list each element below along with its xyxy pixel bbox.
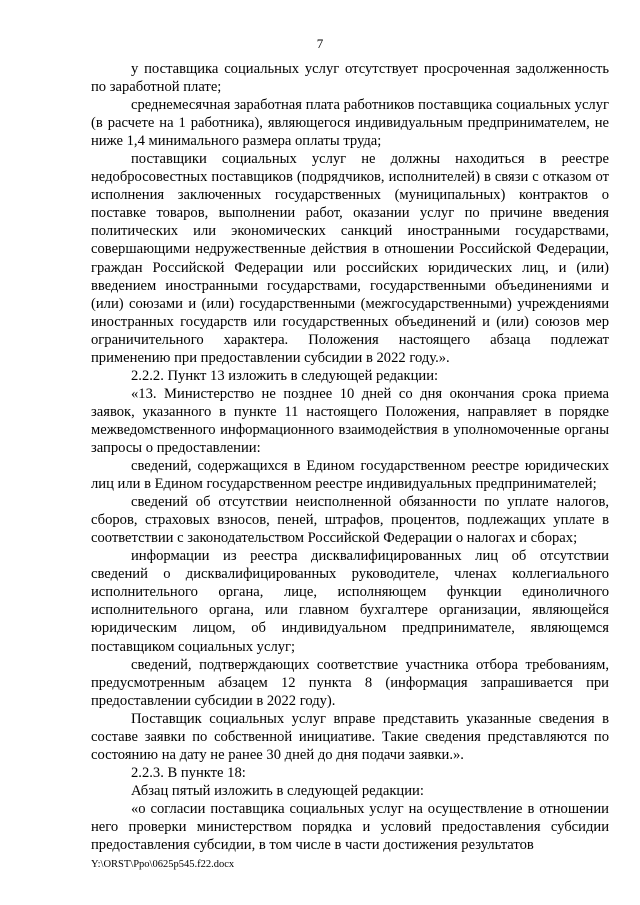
paragraph-point-13: «13. Министерство не позднее 10 дней со дня окончания срока приема заявок, указанного в пункте 11 настоящего Положения, направляет в порядке межведомственного информационного взаимодействия в уполномоченные органы запросы о предоставлении: <box>91 385 609 456</box>
page-number: 7 <box>316 36 324 51</box>
paragraph-arrears: у поставщика социальных услуг отсутствует просроченная задолженность по заработной плате; <box>91 61 609 96</box>
paragraph-average-salary: среднемесячная заработная плата работников поставщика социальных услуг (в расчете на 1 работника), являющегося индивидуальным предпринимателем, не ниже 1,4 минимального размера оплаты труда; <box>91 97 609 150</box>
file-path-footer: Y:\ORST\Ppo\0625p545.f22.docx <box>91 859 235 870</box>
paragraph-item-2-2-2: 2.2.2. Пункт 13 изложить в следующей редакции: <box>131 367 439 384</box>
paragraph-unfair-suppliers: поставщики социальных услуг не должны находиться в реестре недобросовестных поставщиков (подрядчиков, исполнителей) в связи с отказом от исполнения заключенных государственных (муниципальных) контрактов о поставке товаров, выполнении работ, оказании услуг по причине введения политических или экономических санкций иностранными государствами, совершающими недружественные действия в отношении Российской Федерации, граждан Российской Федерации или российских юридических лиц, и (или) введением иностранными государствами, государственными объединениями и (или) союзами и (или) государственными (межгосударственными) учреждениями иностранных государств или государственных объединений и (или) союзов мер ограничительного характера. Положения настоящего абзаца подлежат применению при предоставлении субсидии в 2022 году.». <box>91 151 609 366</box>
paragraph-item-2-2-3: 2.2.3. В пункте 18: <box>131 764 246 781</box>
paragraph-disqualified-persons: информации из реестра дисквалифицированных лиц об отсутствии сведений о дисквалифицированных руководителе, членах коллегиального исполнительного органа, лице, исполняющем функции единоличного исполнительного органа, или главном бухгалтере организации, являющейся юридическим лицом, об индивидуальном предпринимателе, являющемся поставщиком социальных услуг; <box>91 548 609 655</box>
paragraph-tax-debt-info: сведений об отсутствии неисполненной обязанности по уплате налогов, сборов, страховых взносов, пеней, штрафов, процентов, подлежащих уплате в соответствии с законодательством Российской Федерации о налогах и сборах; <box>91 494 609 547</box>
paragraph-fifth-abzac: Абзац пятый изложить в следующей редакции: <box>131 782 424 799</box>
paragraph-egrul-info: сведений, содержащихся в Едином государственном реестре юридических лиц или в Едином государственном реестре индивидуальных предпринимателей; <box>91 458 609 493</box>
document-body <box>91 60 609 854</box>
paragraph-requirements-compliance: сведений, подтверждающих соответствие участника отбора требованиям, предусмотренным абзацем 12 пункта 8 (информация запрашивается при предоставлении субсидии в 2022 году). <box>91 656 609 709</box>
paragraph-own-initiative: Поставщик социальных услуг вправе представить указанные сведения в составе заявки по собственной инициативе. Такие сведения представляются по состоянию на дату не ранее 30 дней до дня подачи заявки.». <box>91 710 609 763</box>
paragraph-consent: «о согласии поставщика социальных услуг на осуществление в отношении него проверки министерством порядка и условий предоставления субсидии предоставления субсидии, в том числе в части достижения результатов <box>91 800 609 854</box>
